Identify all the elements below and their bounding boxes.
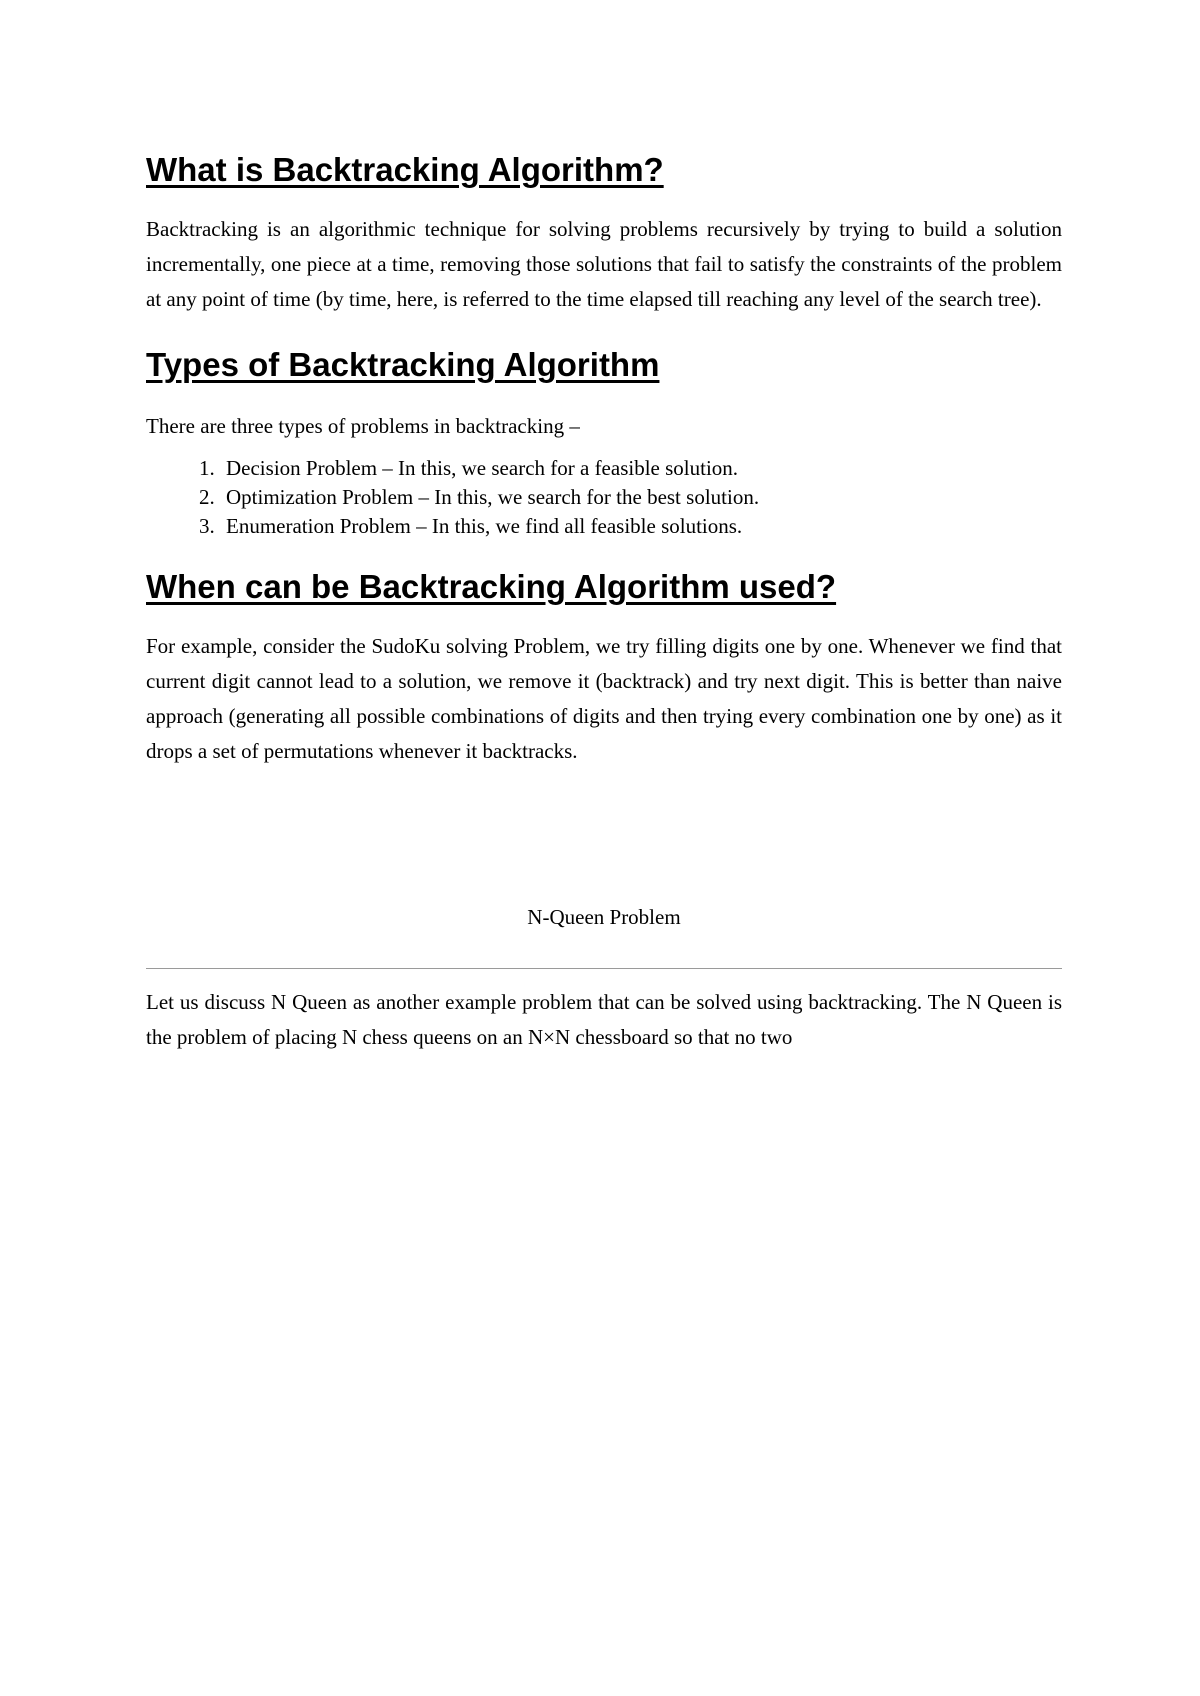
types-list (146, 454, 1062, 541)
list-item-enumeration-problem: 3. Enumeration Problem – In this, we find all feasible solutions. (220, 512, 1062, 541)
list-item-decision-problem: 1. Decision Problem – In this, we search for a feasible solution. (220, 454, 1062, 483)
page-content (146, 150, 1062, 1055)
list-item-optimization-problem: 2. Optimization Problem – In this, we search for the best solution. (220, 483, 1062, 512)
heading-what-is-backtracking: What is Backtracking Algorithm? (146, 151, 664, 188)
paragraph-n-queen-intro: Let us discuss N Queen as another example problem that can be solved using backtracking. The N Queen is the problem of placing N chess queens on an N×N chessboard so that no two (146, 990, 1062, 1049)
paragraph-backtracking-definition: Backtracking is an algorithmic technique for solving problems recursively by trying to build a solution incrementally, one piece at a time, removing those solutions that fail to satisfy the constraints of the problem at any point of time (by time, here, is referred to the time elapsed till reaching any level of the search tree). (146, 217, 1062, 311)
divider (146, 968, 1062, 969)
paragraph-types-intro: There are three types of problems in backtracking – (146, 414, 580, 438)
heading-when-backtracking-used: When can be Backtracking Algorithm used? (146, 568, 837, 605)
caption-n-queen-problem: N-Queen Problem (527, 905, 681, 929)
heading-types-of-backtracking: Types of Backtracking Algorithm (146, 346, 660, 383)
paragraph-sudoku-example: For example, consider the SudoKu solving Problem, we try filling digits one by one. Whenever we find that current digit cannot lead to a solution, we remove it (backtrack) and try next digit. This is better than naive approach (generating all possible combinations of digits and then trying every combination one by one) as it drops a set of permutations whenever it backtracks. (146, 634, 1062, 763)
